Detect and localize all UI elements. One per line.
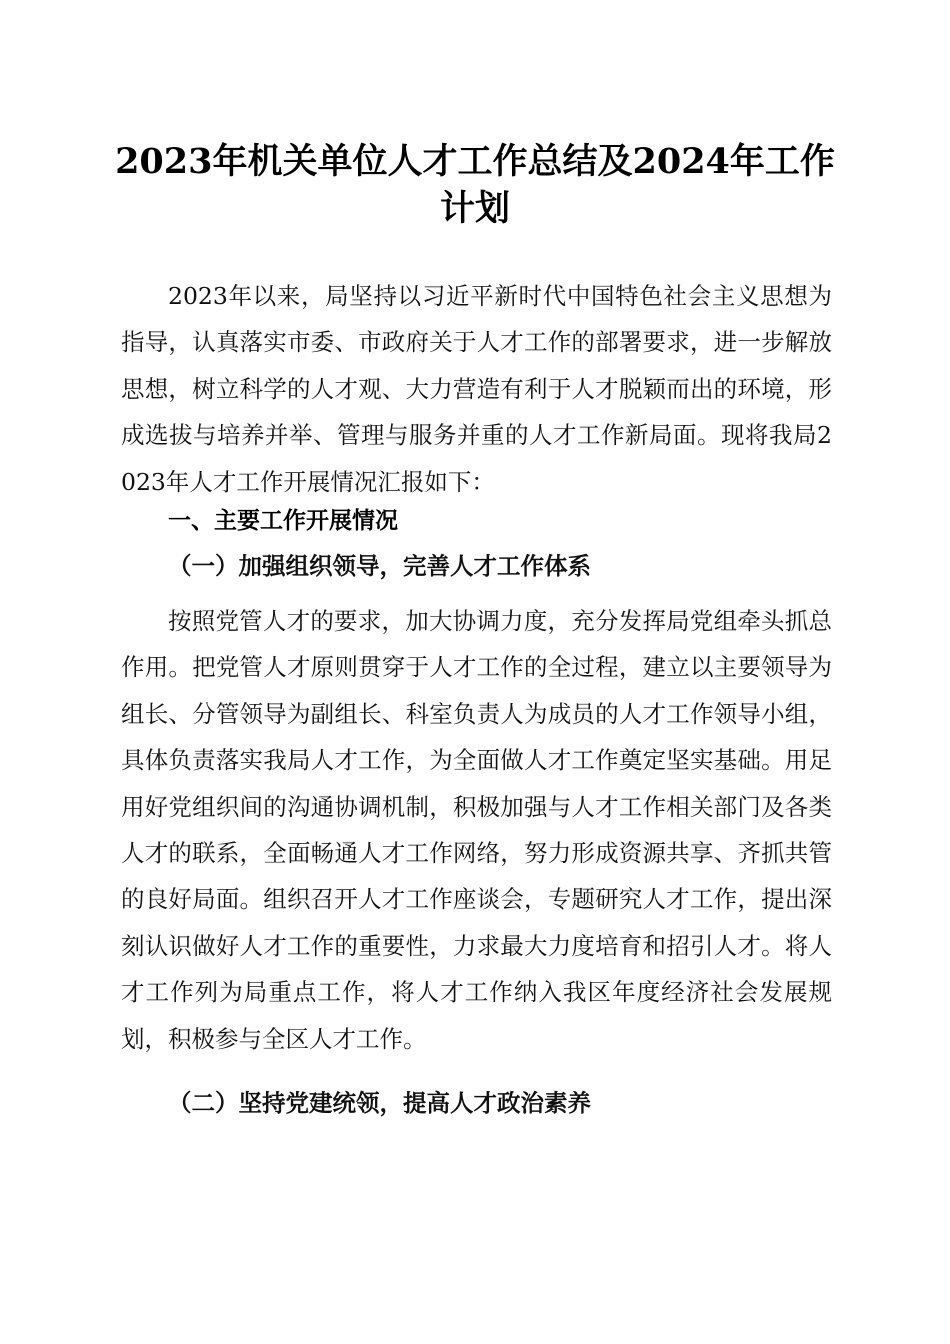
subsection-heading-party-building: （二）坚持党建统领，提高人才政治素养: [168, 1089, 591, 1117]
subsection-paragraph-organization: 按照党管人才的要求，加大协调力度，充分发挥局党组牵头抓总作用。把党管人才原则贯穿于人才工作的全过程，建立以主要领导为组长、分管领导为副组长、科室负责人为成员的人才工作领导小组，具体负责落实我局人才工作，为全面做人才工作奠定坚实基础。用足用好党组织间的沟通协调机制，积极加强与人才工作相关部门及各类人才的联系，全面畅通人才工作网络，努力形成资源共享、齐抓共管的良好局面。组织召开人才工作座谈会，专题研究人才工作，提出深刻认识做好人才工作的重要性，力求最大力度培育和招引人才。将人才工作列为局重点工作，将人才工作纳入我区年度经济社会发展规划，积极参与全区人才工作。: [121, 607, 832, 1053]
intro-paragraph: 2023年以来，局坚持以习近平新时代中国特色社会主义思想为指导，认真落实市委、市政府关于人才工作的部署要求，进一步解放思想，树立科学的人才观、大力营造有利于人才脱颖而出的环境，形成选拔与培养并举、管理与服务并重的人才工作新局面。现将我局2023年人才工作开展情况汇报如下：: [121, 282, 832, 496]
subsection-heading-organization: （一）加强组织领导，完善人才工作体系: [168, 552, 591, 580]
document-title: 2023年机关单位人才工作总结及2024年工作计划: [115, 141, 835, 229]
section-heading-main-work: 一、主要工作开展情况: [168, 508, 398, 534]
